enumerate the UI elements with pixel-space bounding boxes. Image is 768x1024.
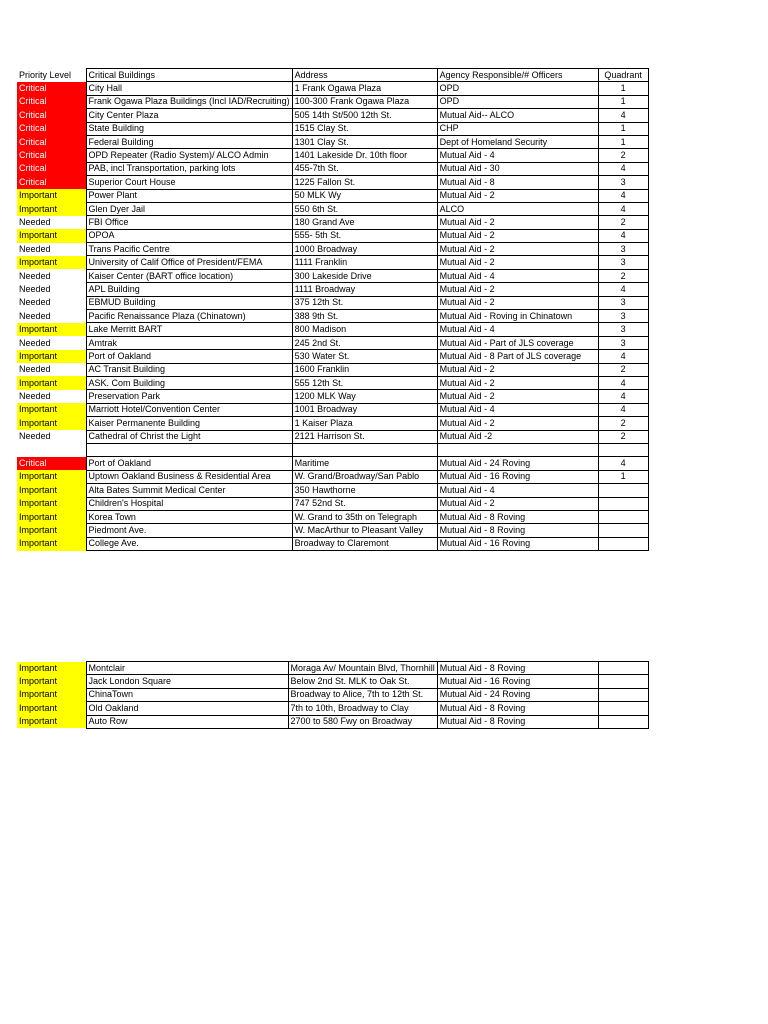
- priority-cell[interactable]: Critical: [17, 149, 86, 162]
- quadrant-cell[interactable]: [598, 484, 648, 497]
- table-row: [17, 229, 648, 242]
- priority-cell[interactable]: Important: [17, 229, 86, 242]
- building-cell[interactable]: Old Oakland: [86, 702, 288, 715]
- address-cell[interactable]: 747 52nd St.: [292, 497, 437, 510]
- table-row: [17, 662, 648, 675]
- building-cell[interactable]: City Hall: [86, 82, 292, 95]
- address-cell[interactable]: 100-300 Frank Ogawa Plaza: [292, 95, 437, 108]
- building-cell[interactable]: Marriott Hotel/Convention Center: [86, 403, 292, 416]
- quadrant-cell[interactable]: 1: [598, 470, 648, 483]
- agency-cell[interactable]: Mutual Aid - 8 Roving: [437, 510, 598, 523]
- address-cell[interactable]: 800 Madison: [292, 323, 437, 336]
- priority-cell[interactable]: Important: [17, 537, 86, 550]
- table-row: [17, 243, 648, 256]
- priority-cell[interactable]: Critical: [17, 135, 86, 148]
- address-cell[interactable]: Below 2nd St. MLK to Oak St.: [288, 675, 437, 688]
- priority-cell[interactable]: Critical: [17, 457, 86, 470]
- address-cell[interactable]: 375 12th St.: [292, 296, 437, 309]
- priority-table: [17, 68, 649, 551]
- address-cell[interactable]: 1001 Broadway: [292, 403, 437, 416]
- table-row: [17, 363, 648, 376]
- table-row: [17, 296, 648, 309]
- agency-cell[interactable]: Mutual Aid - 4: [437, 403, 598, 416]
- address-cell[interactable]: Broadway to Alice, 7th to 12th St.: [288, 688, 437, 701]
- priority-cell[interactable]: Important: [17, 376, 86, 389]
- table-row: [17, 430, 648, 443]
- quadrant-cell[interactable]: 2: [598, 430, 648, 443]
- building-cell[interactable]: Montclair: [86, 662, 288, 675]
- address-cell[interactable]: 1515 Clay St.: [292, 122, 437, 135]
- agency-cell[interactable]: Mutual Aid - 4: [437, 484, 598, 497]
- address-cell[interactable]: 350 Hawthorne: [292, 484, 437, 497]
- quadrant-cell[interactable]: 3: [598, 243, 648, 256]
- priority-cell[interactable]: Critical: [17, 109, 86, 122]
- address-cell[interactable]: W. MacArthur to Pleasant Valley: [292, 524, 437, 537]
- header-critical-buildings[interactable]: Critical Buildings: [86, 69, 292, 82]
- building-cell[interactable]: Port of Oakland: [86, 457, 292, 470]
- address-cell[interactable]: Moraga Av/ Mountain Blvd, Thornhill: [288, 662, 437, 675]
- quadrant-cell[interactable]: [598, 688, 648, 701]
- building-cell[interactable]: Piedmont Ave.: [86, 524, 292, 537]
- table-row: [17, 350, 648, 363]
- table-row: [17, 256, 648, 269]
- table-row: [17, 149, 648, 162]
- table-row: [17, 403, 648, 416]
- table-row: [17, 189, 648, 202]
- priority-cell[interactable]: Needed: [19, 431, 51, 442]
- agency-cell[interactable]: Mutual Aid - Part of JLS coverage: [437, 336, 598, 349]
- table-row: [17, 82, 648, 95]
- table-row: [17, 109, 648, 122]
- priority-cell[interactable]: Important: [17, 675, 86, 688]
- agency-cell[interactable]: Mutual Aid - 16 Roving: [437, 470, 598, 483]
- address-cell[interactable]: 7th to 10th, Broadway to Clay: [288, 702, 437, 715]
- table-row: [17, 135, 648, 148]
- priority-cell[interactable]: Needed: [19, 270, 51, 281]
- building-cell[interactable]: [86, 443, 292, 456]
- priority-cell[interactable]: Needed: [19, 283, 51, 294]
- header-agency[interactable]: Agency Responsible/# Officers: [437, 69, 598, 82]
- address-cell[interactable]: 180 Grand Ave: [292, 216, 437, 229]
- table-row: [17, 702, 648, 715]
- agency-cell[interactable]: Mutual Aid - 2: [437, 243, 598, 256]
- quadrant-cell[interactable]: 3: [598, 296, 648, 309]
- table-row: [17, 688, 648, 701]
- roving-areas-table: [17, 661, 649, 729]
- agency-cell[interactable]: Mutual Aid-- ALCO: [437, 109, 598, 122]
- quadrant-cell[interactable]: 3: [598, 310, 648, 323]
- agency-cell[interactable]: Mutual Aid - 8 Roving: [437, 702, 598, 715]
- priority-cell[interactable]: Important: [17, 484, 86, 497]
- agency-cell[interactable]: Mutual Aid - 2: [437, 296, 598, 309]
- agency-cell[interactable]: Mutual Aid - 2: [437, 189, 598, 202]
- quadrant-cell[interactable]: [598, 662, 648, 675]
- address-cell[interactable]: 555 12th St.: [292, 376, 437, 389]
- address-cell[interactable]: 1301 Clay St.: [292, 135, 437, 148]
- building-cell[interactable]: OPD Repeater (Radio System)/ ALCO Admin: [86, 149, 292, 162]
- priority-cell[interactable]: Important: [17, 470, 86, 483]
- priority-cell[interactable]: Important: [17, 189, 86, 202]
- building-cell[interactable]: EBMUD Building: [86, 296, 292, 309]
- agency-cell[interactable]: Mutual Aid - 8 Roving: [437, 524, 598, 537]
- quadrant-cell[interactable]: [598, 715, 648, 728]
- quadrant-cell[interactable]: 4: [598, 350, 648, 363]
- quadrant-cell[interactable]: 2: [598, 417, 648, 430]
- agency-cell[interactable]: Mutual Aid - 30: [437, 162, 598, 175]
- building-cell[interactable]: AC Transit Building: [86, 363, 292, 376]
- priority-cell[interactable]: Important: [17, 510, 86, 523]
- table-row: [17, 484, 648, 497]
- priority-cell[interactable]: Important: [17, 417, 86, 430]
- address-cell[interactable]: 1225 Fallon St.: [292, 176, 437, 189]
- priority-cell[interactable]: Important: [17, 524, 86, 537]
- quadrant-cell[interactable]: 4: [598, 109, 648, 122]
- address-cell[interactable]: W. Grand/Broadway/San Pablo: [292, 470, 437, 483]
- header-quadrant[interactable]: Quadrant: [598, 69, 648, 82]
- quadrant-cell[interactable]: 4: [598, 189, 648, 202]
- agency-cell[interactable]: Mutual Aid - 4: [437, 323, 598, 336]
- building-cell[interactable]: City Center Plaza: [86, 109, 292, 122]
- building-cell[interactable]: State Building: [86, 122, 292, 135]
- quadrant-cell[interactable]: 4: [598, 202, 648, 215]
- address-cell[interactable]: Broadway to Claremont: [292, 537, 437, 550]
- building-cell[interactable]: Kaiser Permanente Building: [86, 417, 292, 430]
- quadrant-cell[interactable]: 3: [598, 336, 648, 349]
- agency-cell[interactable]: Mutual Aid - 2: [437, 283, 598, 296]
- quadrant-cell[interactable]: [598, 524, 648, 537]
- priority-cell[interactable]: Critical: [17, 95, 86, 108]
- agency-cell[interactable]: Mutual Aid - 2: [437, 256, 598, 269]
- quadrant-cell[interactable]: 3: [598, 176, 648, 189]
- quadrant-cell[interactable]: 4: [598, 403, 648, 416]
- address-cell[interactable]: [292, 443, 437, 456]
- building-cell[interactable]: Preservation Park: [86, 390, 292, 403]
- header-row: [17, 69, 648, 82]
- header-priority-level[interactable]: Priority Level: [19, 69, 72, 80]
- building-cell[interactable]: College Ave.: [86, 537, 292, 550]
- priority-cell[interactable]: Important: [17, 403, 86, 416]
- agency-cell[interactable]: OPD: [437, 95, 598, 108]
- priority-cell[interactable]: [17, 443, 86, 456]
- address-cell[interactable]: 245 2nd St.: [292, 336, 437, 349]
- building-cell[interactable]: Amtrak: [86, 336, 292, 349]
- table-row: [17, 122, 648, 135]
- agency-cell[interactable]: Mutual Aid - 8 Part of JLS coverage: [437, 350, 598, 363]
- building-cell[interactable]: Korea Town: [86, 510, 292, 523]
- building-cell[interactable]: Federal Building: [86, 135, 292, 148]
- table-row: [17, 176, 648, 189]
- table-row: [17, 510, 648, 523]
- building-cell[interactable]: Power Plant: [86, 189, 292, 202]
- building-cell[interactable]: Cathedral of Christ the Light: [86, 430, 292, 443]
- address-cell[interactable]: 505 14th St/500 12th St.: [292, 109, 437, 122]
- table-row: [17, 390, 648, 403]
- quadrant-cell[interactable]: 2: [598, 216, 648, 229]
- priority-cell[interactable]: Critical: [17, 162, 86, 175]
- building-cell[interactable]: Port of Oakland: [86, 350, 292, 363]
- address-cell[interactable]: W. Grand to 35th on Telegraph: [292, 510, 437, 523]
- building-cell[interactable]: Superior Court House: [86, 176, 292, 189]
- building-cell[interactable]: Auto Row: [86, 715, 288, 728]
- priority-cell[interactable]: Needed: [19, 297, 51, 308]
- agency-cell[interactable]: Mutual Aid - 2: [437, 376, 598, 389]
- agency-cell[interactable]: Mutual Aid - 2: [437, 390, 598, 403]
- table-row: [17, 675, 648, 688]
- building-cell[interactable]: Trans Pacific Centre: [86, 243, 292, 256]
- roving-areas-table-body: [17, 662, 648, 729]
- agency-cell[interactable]: Mutual Aid - 8 Roving: [437, 662, 598, 675]
- address-cell[interactable]: 1 Frank Ogawa Plaza: [292, 82, 437, 95]
- address-cell[interactable]: Maritime: [292, 457, 437, 470]
- table-row: [17, 95, 648, 108]
- table-row: [17, 497, 648, 510]
- agency-cell[interactable]: Mutual Aid - 16 Roving: [437, 537, 598, 550]
- address-cell[interactable]: 1111 Franklin: [292, 256, 437, 269]
- address-cell[interactable]: 1600 Franklin: [292, 363, 437, 376]
- quadrant-cell[interactable]: 4: [598, 229, 648, 242]
- building-cell[interactable]: PAB, incl Transportation, parking lots: [86, 162, 292, 175]
- table-row: [17, 310, 648, 323]
- agency-cell[interactable]: Mutual Aid - 4: [437, 269, 598, 282]
- quadrant-cell[interactable]: [598, 510, 648, 523]
- priority-cell[interactable]: Critical: [17, 82, 86, 95]
- address-cell[interactable]: 50 MLK Wy: [292, 189, 437, 202]
- priority-cell[interactable]: Important: [17, 497, 86, 510]
- table-row: [17, 537, 648, 550]
- table-row: [17, 162, 648, 175]
- address-cell[interactable]: 2121 Harrison St.: [292, 430, 437, 443]
- quadrant-cell[interactable]: 2: [598, 149, 648, 162]
- building-cell[interactable]: APL Building: [86, 283, 292, 296]
- table-row: [17, 524, 648, 537]
- agency-cell[interactable]: ALCO: [437, 202, 598, 215]
- table-row: [17, 470, 648, 483]
- address-cell[interactable]: 550 6th St.: [292, 202, 437, 215]
- quadrant-cell[interactable]: 1: [598, 82, 648, 95]
- table-row: [17, 376, 648, 389]
- quadrant-cell[interactable]: [598, 702, 648, 715]
- address-cell[interactable]: 388 9th St.: [292, 310, 437, 323]
- table-row: [17, 336, 648, 349]
- priority-cell[interactable]: Needed: [19, 310, 51, 321]
- quadrant-cell[interactable]: 3: [598, 256, 648, 269]
- agency-cell[interactable]: CHP: [437, 122, 598, 135]
- priority-cell[interactable]: Critical: [17, 176, 86, 189]
- table-row: [17, 417, 648, 430]
- building-cell[interactable]: FBI Office: [86, 216, 292, 229]
- building-cell[interactable]: ASK. Com Building: [86, 376, 292, 389]
- quadrant-cell[interactable]: 1: [598, 135, 648, 148]
- agency-cell[interactable]: Mutual Aid - 16 Roving: [437, 675, 598, 688]
- agency-cell[interactable]: OPD: [437, 82, 598, 95]
- priority-cell[interactable]: Important: [17, 350, 86, 363]
- building-cell[interactable]: Kaiser Center (BART office location): [86, 269, 292, 282]
- quadrant-cell[interactable]: [598, 675, 648, 688]
- address-cell[interactable]: 530 Water St.: [292, 350, 437, 363]
- table-row: [17, 457, 648, 470]
- address-cell[interactable]: 1401 Lakeside Dr. 10th floor: [292, 149, 437, 162]
- building-cell[interactable]: Pacific Renaissance Plaza (Chinatown): [86, 310, 292, 323]
- quadrant-cell[interactable]: 4: [598, 376, 648, 389]
- table-row: [17, 283, 648, 296]
- quadrant-cell[interactable]: [598, 497, 648, 510]
- quadrant-cell[interactable]: [598, 443, 648, 456]
- agency-cell[interactable]: Mutual Aid - Roving in Chinatown: [437, 310, 598, 323]
- building-cell[interactable]: Jack London Square: [86, 675, 288, 688]
- quadrant-cell[interactable]: [598, 537, 648, 550]
- quadrant-cell[interactable]: 4: [598, 283, 648, 296]
- building-cell[interactable]: University of Calif Office of President/FEMA: [86, 256, 292, 269]
- building-cell[interactable]: Glen Dyer Jail: [86, 202, 292, 215]
- building-cell[interactable]: Uptown Oakland Business & Residential Area: [86, 470, 292, 483]
- agency-cell[interactable]: Mutual Aid - 2: [437, 216, 598, 229]
- table-row: [17, 323, 648, 336]
- address-cell[interactable]: 455-7th St.: [292, 162, 437, 175]
- priority-cell[interactable]: Important: [17, 323, 86, 336]
- agency-cell[interactable]: [437, 443, 598, 456]
- table-row: [17, 269, 648, 282]
- agency-cell[interactable]: Mutual Aid - 4: [437, 149, 598, 162]
- header-address[interactable]: Address: [292, 69, 437, 82]
- agency-cell[interactable]: Mutual Aid - 24 Roving: [437, 457, 598, 470]
- priority-cell[interactable]: Needed: [19, 243, 51, 254]
- agency-cell[interactable]: Mutual Aid - 2: [437, 497, 598, 510]
- address-cell[interactable]: 2700 to 580 Fwy on Broadway: [288, 715, 437, 728]
- building-cell[interactable]: Lake Merritt BART: [86, 323, 292, 336]
- quadrant-cell[interactable]: 1: [598, 122, 648, 135]
- building-cell[interactable]: ChinaTown: [86, 688, 288, 701]
- priority-cell[interactable]: Important: [17, 256, 86, 269]
- quadrant-cell[interactable]: 2: [598, 363, 648, 376]
- agency-cell[interactable]: Mutual Aid - 8 Roving: [437, 715, 598, 728]
- priority-cell[interactable]: Important: [17, 715, 86, 728]
- quadrant-cell[interactable]: 1: [598, 95, 648, 108]
- priority-cell[interactable]: Needed: [19, 391, 51, 402]
- building-cell[interactable]: OPOA: [86, 229, 292, 242]
- priority-cell[interactable]: Needed: [19, 364, 51, 375]
- table-row: [17, 216, 648, 229]
- agency-cell[interactable]: Mutual Aid - 24 Roving: [437, 688, 598, 701]
- building-cell[interactable]: Alta Bates Summit Medical Center: [86, 484, 292, 497]
- table-row: [17, 715, 648, 728]
- quadrant-cell[interactable]: 4: [598, 457, 648, 470]
- agency-cell[interactable]: Mutual Aid -2: [437, 430, 598, 443]
- address-cell[interactable]: 300 Lakeside Drive: [292, 269, 437, 282]
- address-cell[interactable]: 1111 Broadway: [292, 283, 437, 296]
- table-row: [17, 202, 648, 215]
- priority-cell[interactable]: Needed: [19, 216, 51, 227]
- priority-cell[interactable]: Important: [17, 662, 86, 675]
- building-cell[interactable]: Children's Hospital: [86, 497, 292, 510]
- address-cell[interactable]: 1 Kaiser Plaza: [292, 417, 437, 430]
- agency-cell[interactable]: Dept of Homeland Security: [437, 135, 598, 148]
- agency-cell[interactable]: Mutual Aid - 2: [437, 363, 598, 376]
- quadrant-cell[interactable]: 2: [598, 269, 648, 282]
- address-cell[interactable]: 555- 5th St.: [292, 229, 437, 242]
- priority-cell[interactable]: Needed: [19, 337, 51, 348]
- priority-cell[interactable]: Critical: [17, 122, 86, 135]
- agency-cell[interactable]: Mutual Aid - 2: [437, 417, 598, 430]
- quadrant-cell[interactable]: 3: [598, 323, 648, 336]
- building-cell[interactable]: Frank Ogawa Plaza Buildings (Incl IAD/Recruiting): [86, 95, 292, 108]
- quadrant-cell[interactable]: 4: [598, 390, 648, 403]
- address-cell[interactable]: 1000 Broadway: [292, 243, 437, 256]
- agency-cell[interactable]: Mutual Aid - 2: [437, 229, 598, 242]
- table-row: [17, 443, 648, 456]
- address-cell[interactable]: 1200 MLK Way: [292, 390, 437, 403]
- priority-table-body: [17, 69, 648, 551]
- agency-cell[interactable]: Mutual Aid - 8: [437, 176, 598, 189]
- priority-cell[interactable]: Important: [17, 688, 86, 701]
- priority-cell[interactable]: Important: [17, 702, 86, 715]
- quadrant-cell[interactable]: 4: [598, 162, 648, 175]
- priority-cell[interactable]: Important: [17, 202, 86, 215]
